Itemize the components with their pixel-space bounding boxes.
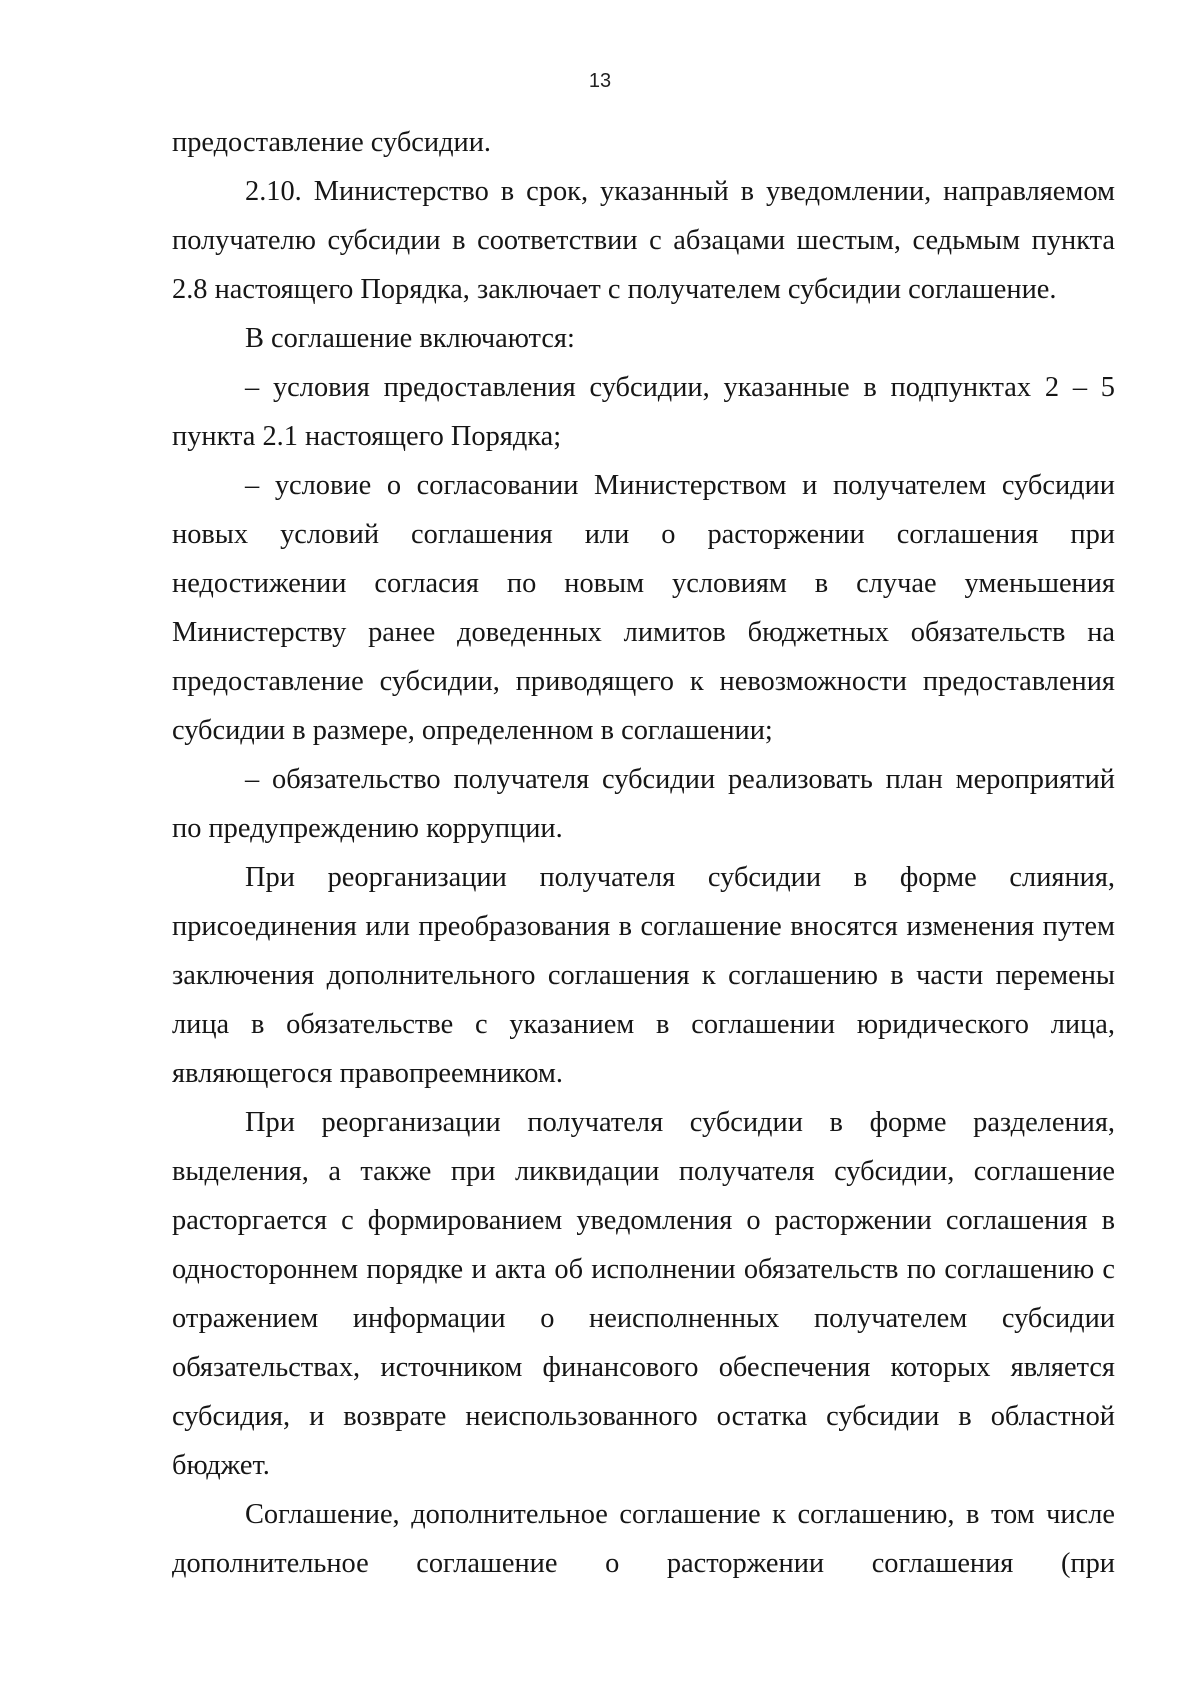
- paragraph-agreement-continuation: Соглашение, дополнительное соглашение к соглашению, в том числе дополнительное соглашение о расторжении соглашения (при: [172, 1499, 1115, 1579]
- list-item-approval-condition: – условие о согласовании Министерством и получателем субсидии новых условий соглашения или о расторжении соглашения при недостижении согласия по новым условиям в случае уменьшения Министерству ранее доведенных лимитов бюджетных обязательств на предоставление субсидии, приводящего к невозможности предоставления субсидии в размере, определенном в соглашении;: [172, 470, 1115, 746]
- list-item-conditions: – условия предоставления субсидии, указанные в подпунктах 2 – 5 пункта 2.1 настоящего Порядка;: [172, 372, 1115, 452]
- page-number: 13: [588, 70, 612, 92]
- document-body: [172, 118, 1115, 1588]
- list-item-anticorruption-obligation: – обязательство получателя субсидии реализовать план мероприятий по предупреждению коррупции.: [172, 764, 1115, 844]
- paragraph-agreement-includes: В соглашение включаются:: [245, 323, 575, 354]
- paragraph-2-10: 2.10. Министерство в срок, указанный в уведомлении, направляемом получателю субсидии в соответствии с абзацами шестым, седьмым пункта 2.8 настоящего Порядка, заключает с получателем субсидии соглашение.: [172, 176, 1115, 305]
- paragraph-reorganization-division: При реорганизации получателя субсидии в форме разделения, выделения, а также при ликвидации получателя субсидии, соглашение расторгается с формированием уведомления о расторжении соглашения в одностороннем порядке и акта об исполнении обязательств по соглашению с отражением информации о неисполненных получателем субсидии обязательствах, источником финансового обеспечения которых является субсидия, и возврате неиспользованного остатка субсидии в областной бюджет.: [172, 1107, 1115, 1481]
- paragraph-continuation: предоставление субсидии.: [172, 127, 492, 158]
- paragraph-reorganization-merger: При реорганизации получателя субсидии в форме слияния, присоединения или преобразования в соглашение вносятся изменения путем заключения дополнительного соглашения к соглашению в части перемены лица в обязательстве с указанием в соглашении юридического лица, являющегося правопреемником.: [172, 862, 1115, 1089]
